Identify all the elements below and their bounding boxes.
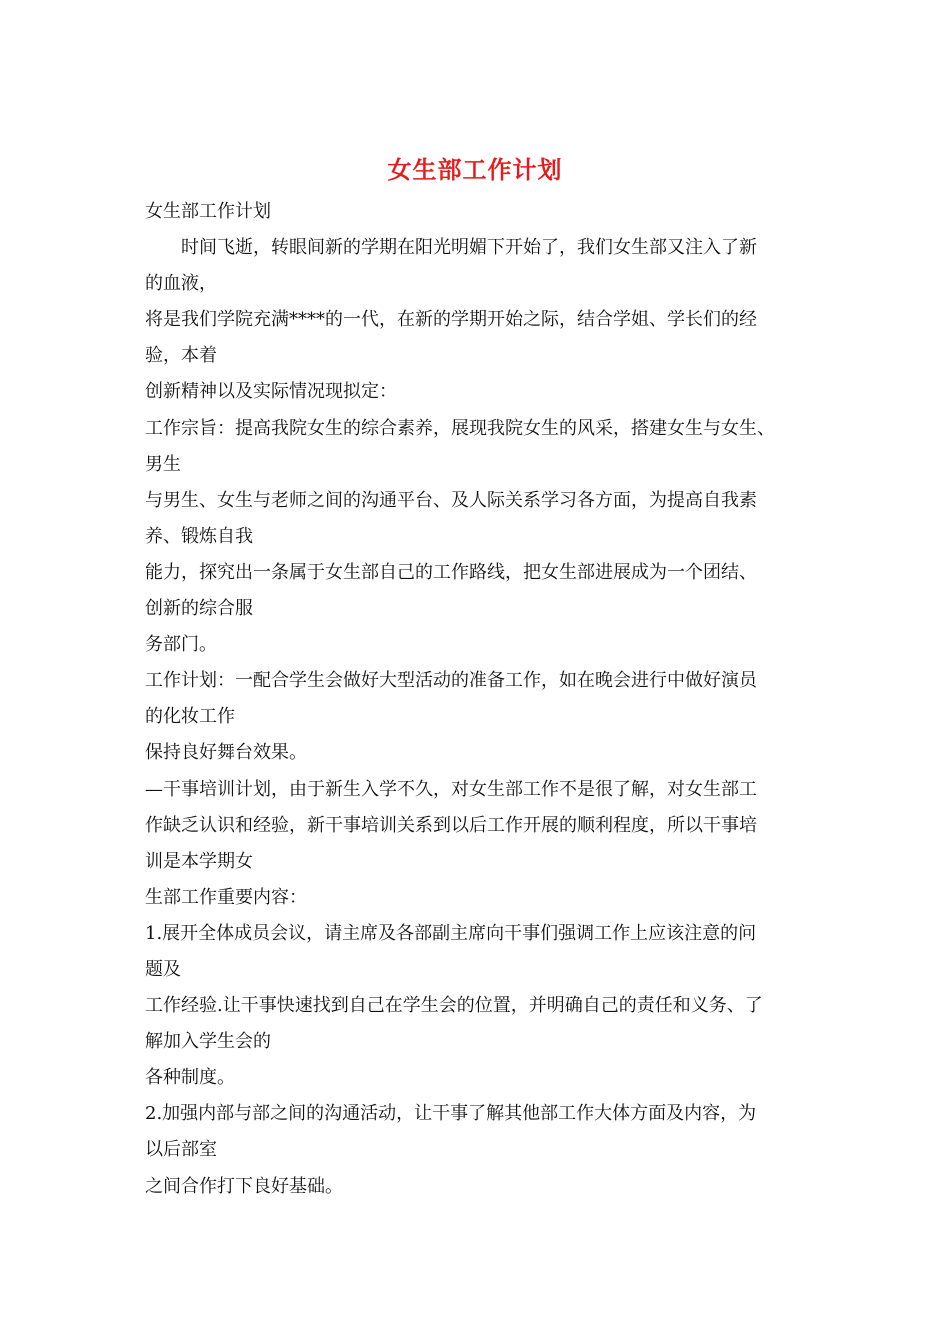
body-line: 训是本学期女: [145, 850, 253, 872]
body-line: 各种制度。: [145, 1067, 235, 1089]
body-line: 创新精神以及实际情况现拟定：: [145, 381, 397, 403]
body-line: 的化妆工作: [145, 706, 235, 728]
body-line: 工作经验.让干事快速找到自己在学生会的位置，并明确自己的责任和义务、了: [145, 995, 763, 1017]
body-line: 时间飞逝，转眼间新的学期在阳光明媚下开始了，我们女生部又注入了新: [181, 237, 757, 259]
body-line: 女生部工作计划: [145, 201, 271, 222]
body-line: 工作宗旨：提高我院女生的综合素养，展现我院女生的风采，搭建女生与女生、: [145, 417, 775, 439]
document-title: 女生部工作计划: [387, 155, 563, 184]
body-line: 1.展开全体成员会议，请主席及各部副主席向干事们强调工作上应该注意的问: [145, 922, 757, 944]
body-line: 以后部室: [145, 1139, 217, 1161]
body-line: 能力，探究出一条属于女生部自己的工作路线，把女生部进展成为一个团结、: [145, 561, 757, 583]
body-line: 解加入学生会的: [145, 1031, 271, 1053]
document-body: [145, 194, 815, 1205]
body-line: 生部工作重要内容：: [145, 886, 307, 908]
body-line: 的血液，: [145, 273, 217, 295]
body-line: 保持良好舞台效果。: [145, 742, 307, 764]
body-line: 2.加强内部与部之间的沟通活动，让干事了解其他部工作大体方面及内容，为: [145, 1103, 757, 1125]
body-line: —干事培训计划，由于新生入学不久，对女生部工作不是很了解，对女生部工: [145, 778, 757, 800]
body-line: 题及: [145, 958, 181, 980]
body-line: 男生: [145, 453, 181, 475]
body-line: 之间合作打下良好基础。: [145, 1175, 343, 1197]
body-line: 务部门。: [145, 634, 217, 656]
body-line: 验，本着: [145, 345, 217, 367]
body-line: 养、锻炼自我: [145, 525, 253, 547]
body-line: 创新的综合服: [145, 598, 253, 620]
body-line: 与男生、女生与老师之间的沟通平台、及人际关系学习各方面，为提高自我素: [145, 489, 757, 511]
body-line: 将是我们学院充满****的一代，在新的学期开始之际，结合学姐、学长们的经: [145, 309, 757, 331]
body-line: 作缺乏认识和经验，新干事培训关系到以后工作开展的顺利程度，所以干事培: [145, 814, 757, 836]
body-line: 工作计划：一配合学生会做好大型活动的准备工作，如在晚会进行中做好演员: [145, 670, 757, 692]
